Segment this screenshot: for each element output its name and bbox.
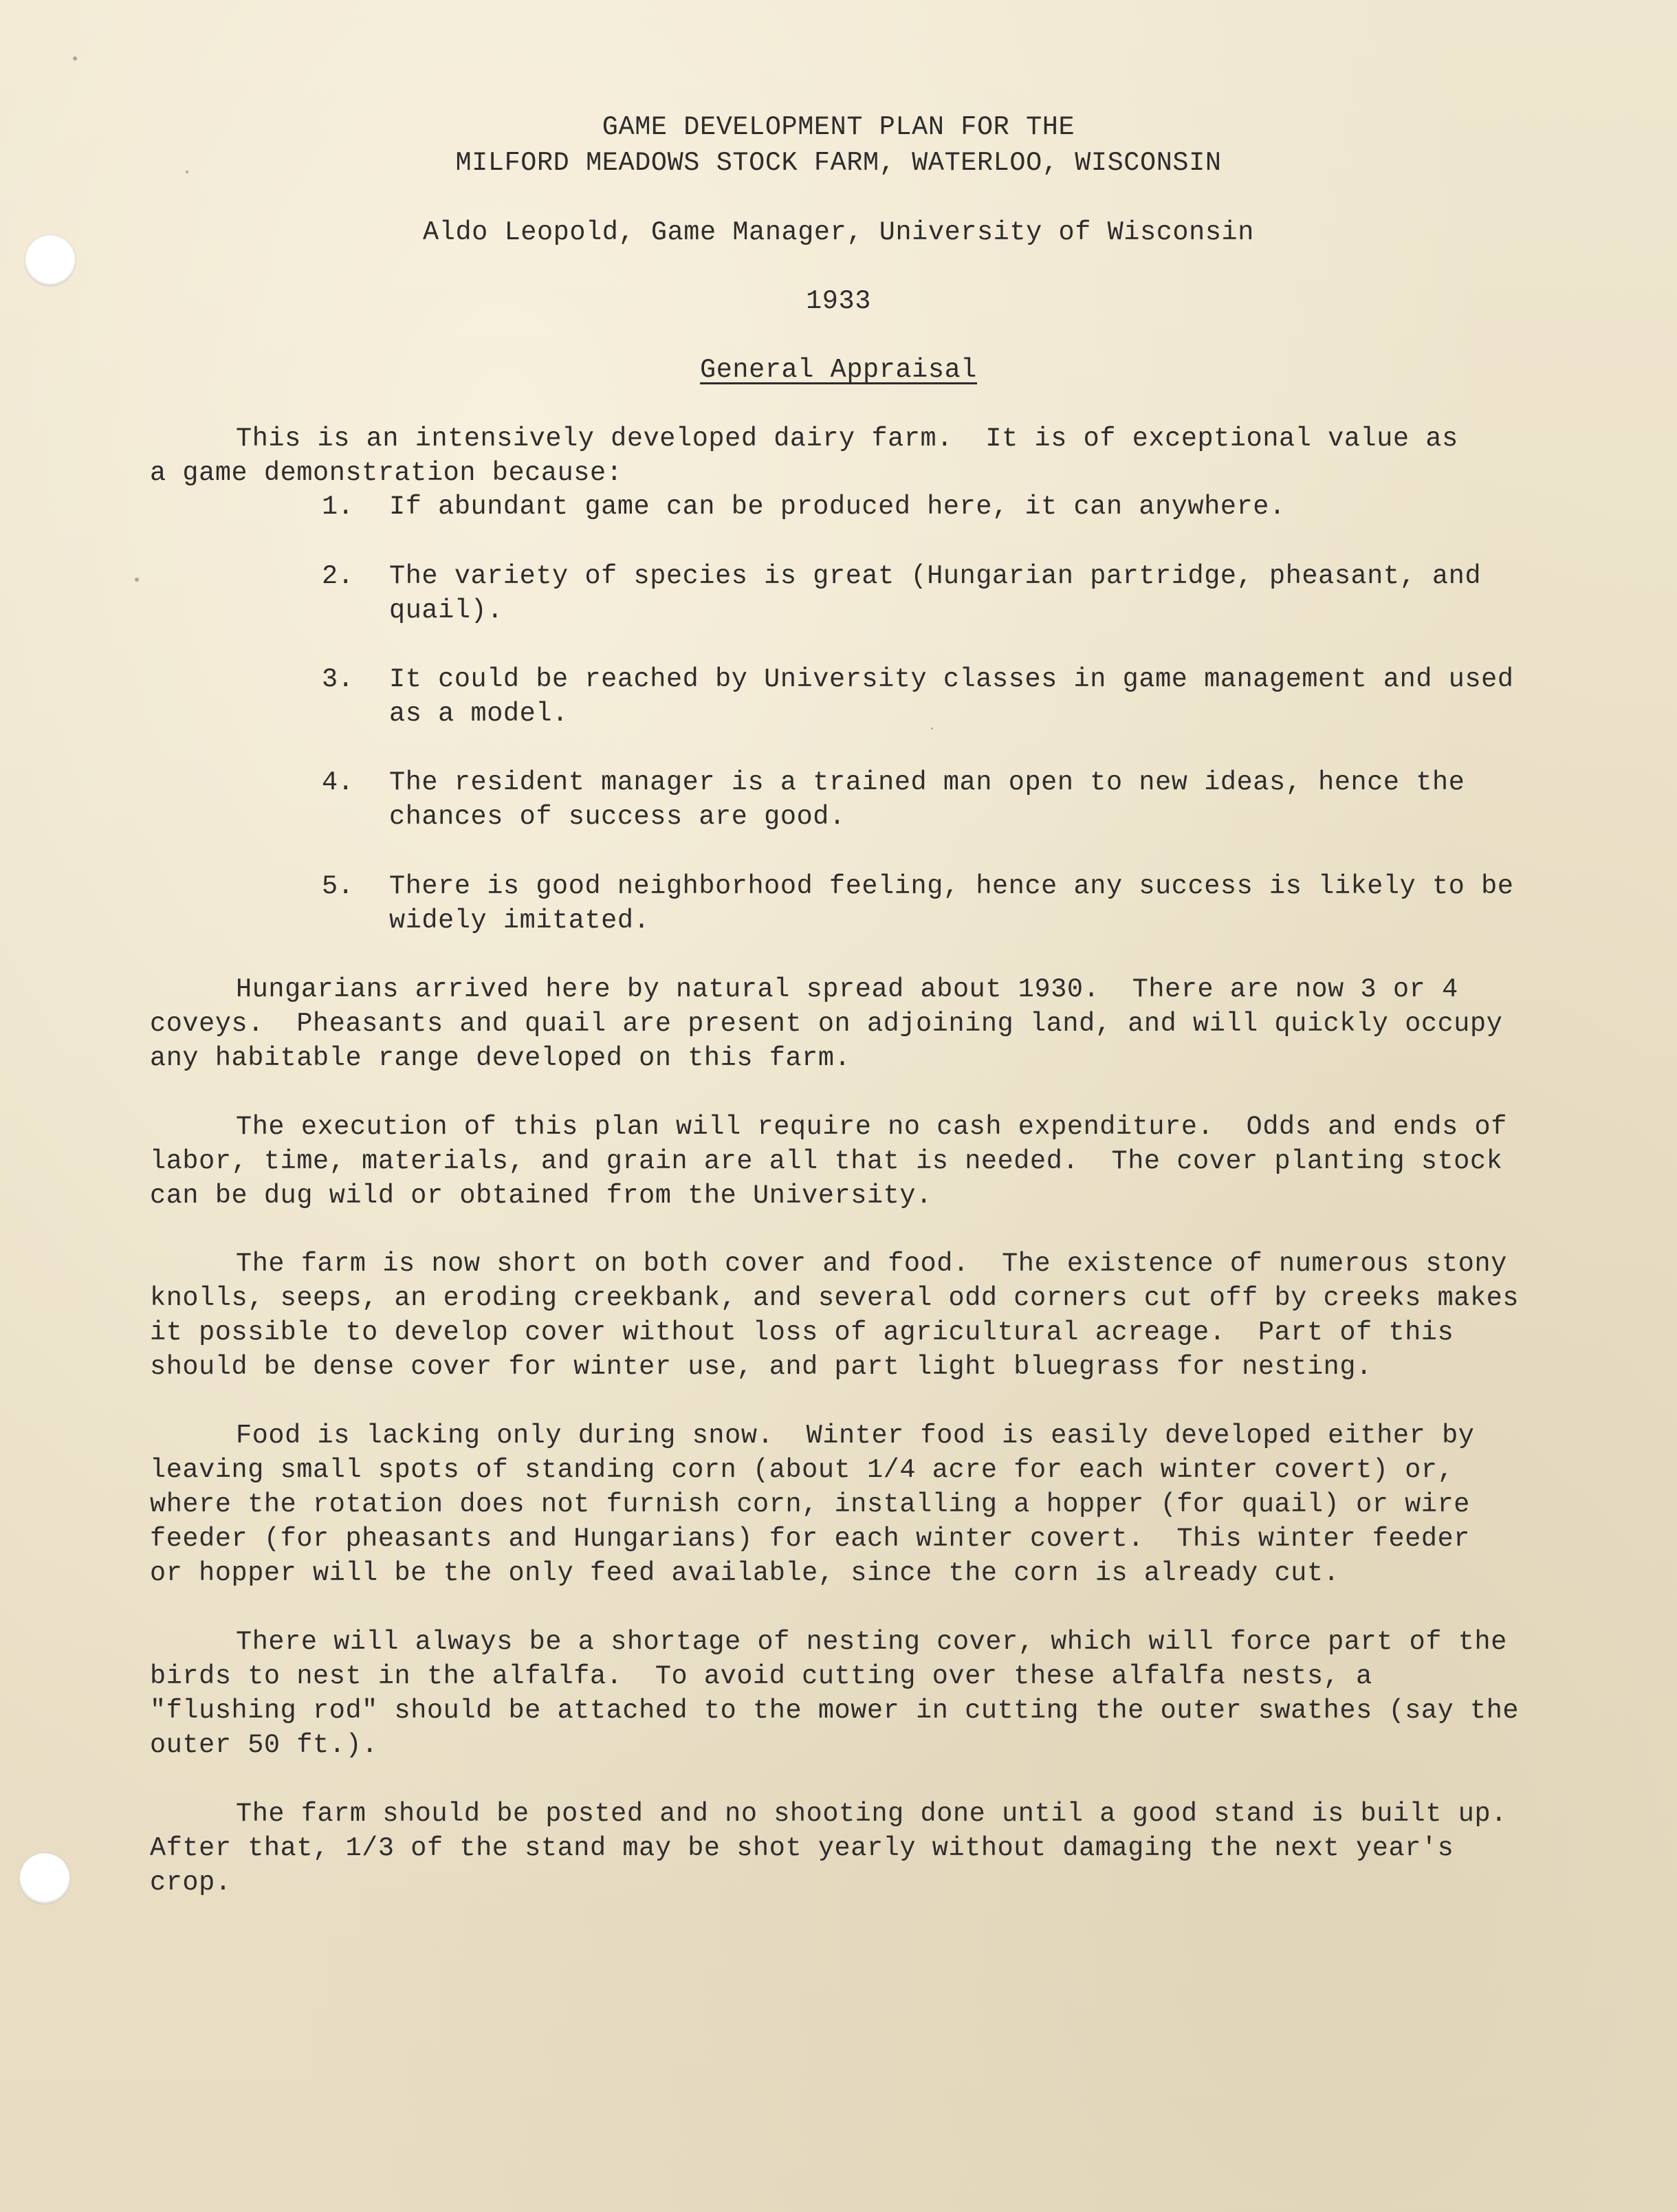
paragraph-line: There will always be a shortage of nesting cover, which will force part of the [236,1627,1507,1657]
paragraph-line: or hopper will be the only feed available, since the corn is already cut. [150,1558,1340,1588]
reason-line: There is good neighborhood feeling, hence any success is likely to be [389,871,1514,901]
reason-number: 5. [322,871,354,901]
paragraph-line: The farm should be posted and no shooting done until a good stand is built up. [236,1799,1507,1829]
paragraph-line: any habitable range developed on this farm. [150,1043,851,1073]
intro-line-2: a game demonstration because: [150,458,623,488]
reason-line: The variety of species is great (Hungarian partridge, pheasant, and [389,561,1482,591]
year: 1933 [806,286,871,316]
paragraph-line: knolls, seeps, an eroding creekbank, and several odd corners cut off by creeks makes [150,1283,1520,1313]
reason-line: chances of success are good. [389,802,846,832]
paragraph-line: can be dug wild or obtained from the University. [150,1181,932,1211]
reason-line: The resident manager is a trained man open to new ideas, hence the [389,767,1465,798]
paragraph-line: After that, 1/3 of the stand may be shot yearly without damaging the next year's [150,1833,1454,1863]
paper-speck [135,578,139,582]
paragraph-line: birds to nest in the alfalfa. To avoid cutting over these alfalfa nests, a [150,1661,1372,1691]
section-heading: General Appraisal [700,355,977,385]
paragraph-line: The farm is now short on both cover and food. The existence of numerous stony [236,1249,1507,1279]
author-line: Aldo Leopold, Game Manager, University of Wisconsin [423,217,1254,248]
paragraph-line: "flushing rod" should be attached to the mower in cutting the outer swathes (say the [150,1696,1520,1726]
reason-number: 2. [322,561,354,591]
punch-hole-bottom [19,1853,70,1904]
paragraph-line: outer 50 ft.). [150,1730,378,1760]
paragraph-line: crop. [150,1868,232,1898]
reason-number: 3. [322,664,354,694]
paragraph-line: should be dense cover for winter use, and part light bluegrass for nesting. [150,1352,1372,1382]
paper-speck [931,727,933,730]
paragraph-line: leaving small spots of standing corn (about 1/4 acre for each winter covert) or, [150,1455,1454,1485]
paragraph-line: feeder (for pheasants and Hungarians) for each winter covert. This winter feeder [150,1524,1471,1554]
reason-number: 4. [322,767,354,798]
intro-line-1: This is an intensively developed dairy farm. It is of exceptional value as [236,424,1458,454]
paragraph-line: Hungarians arrived here by natural spread about 1930. There are now 3 or 4 [236,974,1458,1005]
title-line-2: MILFORD MEADOWS STOCK FARM, WATERLOO, WISCONSIN [455,148,1222,178]
reason-number: 1. [322,492,354,522]
paragraph-line: where the rotation does not furnish corn, installing a hopper (for quail) or wire [150,1489,1471,1520]
reason-line: widely imitated. [389,906,650,936]
paragraph-line: labor, time, materials, and grain are all that is needed. The cover planting stock [150,1146,1503,1176]
paragraph-line: it possible to develop cover without loss of agricultural acreage. Part of this [150,1317,1454,1348]
reason-line: as a model. [389,699,569,729]
reason-line: It could be reached by University classes in game management and used [389,664,1514,694]
reason-line: quail). [389,595,503,626]
paragraph-line: Food is lacking only during snow. Winter food is easily developed either by [236,1421,1475,1451]
paper-speck [73,56,77,61]
title-line-1: GAME DEVELOPMENT PLAN FOR THE [602,112,1075,142]
paragraph-line: coveys. Pheasants and quail are present on adjoining land, and will quickly occupy [150,1009,1503,1039]
reason-line: If abundant game can be produced here, it can anywhere. [389,492,1286,522]
paragraph-line: The execution of this plan will require no cash expenditure. Odds and ends of [236,1112,1507,1142]
